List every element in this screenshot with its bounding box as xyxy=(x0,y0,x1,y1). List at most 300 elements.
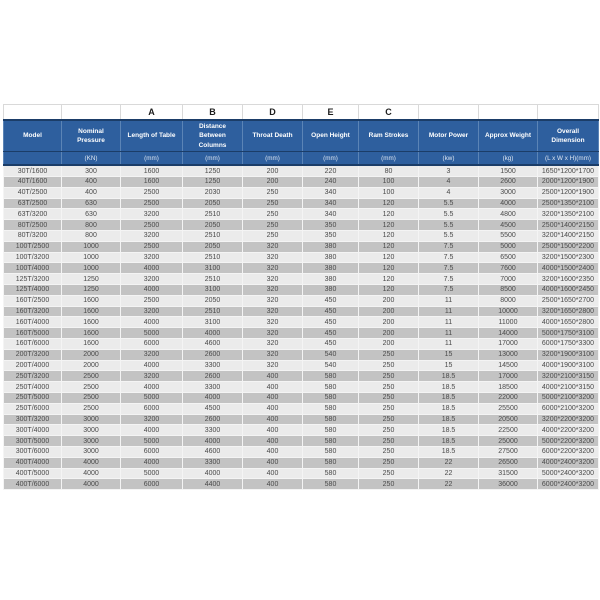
value-cell: 2500*1650*2700 xyxy=(538,295,599,306)
value-cell: 22500 xyxy=(479,425,538,436)
model-cell: 125T/4000 xyxy=(4,285,62,296)
value-cell: 18.5 xyxy=(419,403,479,414)
value-cell: 2500 xyxy=(121,241,183,252)
value-cell: 5000*1750*3100 xyxy=(538,328,599,339)
model-cell: 300T/3200 xyxy=(4,414,62,425)
value-cell: 1000 xyxy=(62,241,121,252)
value-cell: 4 xyxy=(419,187,479,198)
value-cell: 250 xyxy=(243,209,303,220)
value-cell: 250 xyxy=(359,371,419,382)
unit-cell-kn: (KN) xyxy=(62,152,121,166)
model-cell: 300T/4000 xyxy=(4,425,62,436)
value-cell: 17000 xyxy=(479,371,538,382)
value-cell: 22 xyxy=(419,468,479,479)
table-row xyxy=(4,263,599,274)
value-cell: 4800 xyxy=(479,209,538,220)
value-cell: 2510 xyxy=(183,252,243,263)
letter-cell-e: E xyxy=(303,105,359,121)
value-cell: 320 xyxy=(243,306,303,317)
value-cell: 120 xyxy=(359,231,419,242)
value-cell: 14000 xyxy=(479,328,538,339)
value-cell: 400 xyxy=(243,403,303,414)
value-cell: 250 xyxy=(359,479,419,490)
value-cell: 15 xyxy=(419,349,479,360)
value-cell: 450 xyxy=(303,317,359,328)
value-cell: 250 xyxy=(243,220,303,231)
value-cell: 250 xyxy=(359,446,419,457)
value-cell: 4000*1900*3100 xyxy=(538,360,599,371)
value-cell: 18.5 xyxy=(419,425,479,436)
value-cell: 200 xyxy=(243,177,303,188)
value-cell: 240 xyxy=(303,177,359,188)
model-cell: 300T/6000 xyxy=(4,446,62,457)
value-cell: 250 xyxy=(359,393,419,404)
col-header-distance-between-columns: Distance Between Columns xyxy=(183,120,243,152)
value-cell: 3200 xyxy=(121,371,183,382)
value-cell: 800 xyxy=(62,231,121,242)
value-cell: 320 xyxy=(243,349,303,360)
value-cell: 1000 xyxy=(62,252,121,263)
value-cell: 11000 xyxy=(479,317,538,328)
value-cell: 2500 xyxy=(121,295,183,306)
value-cell: 14500 xyxy=(479,360,538,371)
value-cell: 400 xyxy=(243,457,303,468)
value-cell: 2510 xyxy=(183,209,243,220)
value-cell: 4600 xyxy=(183,446,243,457)
unit-cell-kw: (kw) xyxy=(419,152,479,166)
value-cell: 400 xyxy=(243,393,303,404)
value-cell: 3100 xyxy=(183,317,243,328)
value-cell: 27500 xyxy=(479,446,538,457)
unit-cell xyxy=(4,152,62,166)
letter-cell-a: A xyxy=(121,105,183,121)
model-cell: 100T/4000 xyxy=(4,263,62,274)
value-cell: 250 xyxy=(243,231,303,242)
value-cell: 5000 xyxy=(479,241,538,252)
value-cell: 250 xyxy=(359,403,419,414)
value-cell: 4000*2100*3150 xyxy=(538,382,599,393)
table-row xyxy=(4,209,599,220)
model-cell: 80T/2500 xyxy=(4,220,62,231)
press-specification-table xyxy=(3,104,599,490)
value-cell: 4000*1650*2800 xyxy=(538,317,599,328)
value-cell: 3200*1650*2800 xyxy=(538,306,599,317)
value-cell: 250 xyxy=(359,436,419,447)
value-cell: 5.5 xyxy=(419,220,479,231)
value-cell: 6000 xyxy=(121,403,183,414)
value-cell: 450 xyxy=(303,339,359,350)
value-cell: 1250 xyxy=(62,285,121,296)
value-cell: 7.5 xyxy=(419,241,479,252)
value-cell: 18.5 xyxy=(419,371,479,382)
value-cell: 1600 xyxy=(121,165,183,176)
value-cell: 250 xyxy=(359,425,419,436)
value-cell: 2600 xyxy=(479,177,538,188)
model-cell: 250T/4000 xyxy=(4,382,62,393)
value-cell: 300 xyxy=(62,165,121,176)
table-row xyxy=(4,339,599,350)
value-cell: 400 xyxy=(243,479,303,490)
table-row xyxy=(4,241,599,252)
table-row xyxy=(4,274,599,285)
value-cell: 7.5 xyxy=(419,285,479,296)
value-cell: 3200 xyxy=(121,306,183,317)
value-cell: 3200 xyxy=(121,349,183,360)
value-cell: 340 xyxy=(303,198,359,209)
value-cell: 6000*1750*3300 xyxy=(538,339,599,350)
value-cell: 1000 xyxy=(62,263,121,274)
value-cell: 1250 xyxy=(62,274,121,285)
value-cell: 3000 xyxy=(62,425,121,436)
value-cell: 250 xyxy=(359,468,419,479)
value-cell: 4000 xyxy=(62,479,121,490)
unit-cell-mm: (mm) xyxy=(121,152,183,166)
col-header-open-height: Open Height xyxy=(303,120,359,152)
value-cell: 3000 xyxy=(62,436,121,447)
value-cell: 6000 xyxy=(121,479,183,490)
value-cell: 540 xyxy=(303,360,359,371)
value-cell: 4000 xyxy=(183,393,243,404)
value-cell: 380 xyxy=(303,285,359,296)
table-row xyxy=(4,165,599,176)
value-cell: 2050 xyxy=(183,241,243,252)
value-cell: 2510 xyxy=(183,231,243,242)
table-row xyxy=(4,187,599,198)
model-cell: 200T/4000 xyxy=(4,360,62,371)
value-cell: 200 xyxy=(359,295,419,306)
value-cell: 18.5 xyxy=(419,382,479,393)
value-cell: 200 xyxy=(359,339,419,350)
value-cell: 250 xyxy=(359,414,419,425)
value-cell: 400 xyxy=(243,425,303,436)
value-cell: 4500 xyxy=(183,403,243,414)
value-cell: 26500 xyxy=(479,457,538,468)
value-cell: 5000*2100*3200 xyxy=(538,393,599,404)
value-cell: 4000*1600*2450 xyxy=(538,285,599,296)
model-cell: 63T/2500 xyxy=(4,198,62,209)
value-cell: 3200*1600*2350 xyxy=(538,274,599,285)
value-cell: 2500*1200*1900 xyxy=(538,187,599,198)
value-cell: 580 xyxy=(303,446,359,457)
value-cell: 20500 xyxy=(479,414,538,425)
letter-cell-c: C xyxy=(359,105,419,121)
value-cell: 120 xyxy=(359,220,419,231)
value-cell: 4000 xyxy=(121,457,183,468)
value-cell: 2600 xyxy=(183,349,243,360)
model-cell: 100T/3200 xyxy=(4,252,62,263)
value-cell: 3200*1400*2150 xyxy=(538,231,599,242)
value-cell: 320 xyxy=(243,317,303,328)
value-cell: 3200*1900*3100 xyxy=(538,349,599,360)
value-cell: 580 xyxy=(303,414,359,425)
value-cell: 400 xyxy=(243,468,303,479)
value-cell: 320 xyxy=(243,274,303,285)
value-cell: 18.5 xyxy=(419,414,479,425)
value-cell: 400 xyxy=(243,414,303,425)
unit-cell-mm: (mm) xyxy=(303,152,359,166)
value-cell: 380 xyxy=(303,241,359,252)
value-cell: 1250 xyxy=(183,177,243,188)
value-cell: 3000 xyxy=(479,187,538,198)
value-cell: 2000 xyxy=(62,349,121,360)
value-cell: 4000*2400*3200 xyxy=(538,457,599,468)
value-cell: 18.5 xyxy=(419,436,479,447)
value-cell: 580 xyxy=(303,371,359,382)
value-cell: 1650*1200*1700 xyxy=(538,165,599,176)
value-cell: 4400 xyxy=(183,479,243,490)
value-cell: 450 xyxy=(303,295,359,306)
value-cell: 2050 xyxy=(183,295,243,306)
value-cell: 400 xyxy=(62,177,121,188)
letter-cell-d: D xyxy=(243,105,303,121)
value-cell: 320 xyxy=(243,360,303,371)
table-row xyxy=(4,198,599,209)
value-cell: 380 xyxy=(303,252,359,263)
value-cell: 6000 xyxy=(121,339,183,350)
table-row xyxy=(4,285,599,296)
value-cell: 2510 xyxy=(183,306,243,317)
model-cell: 40T/2500 xyxy=(4,187,62,198)
value-cell: 11 xyxy=(419,328,479,339)
model-cell: 160T/3200 xyxy=(4,306,62,317)
value-cell: 5500 xyxy=(479,231,538,242)
value-cell: 630 xyxy=(62,209,121,220)
value-cell: 8000 xyxy=(479,295,538,306)
value-cell: 320 xyxy=(243,295,303,306)
value-cell: 5000 xyxy=(121,393,183,404)
table-row xyxy=(4,436,599,447)
value-cell: 540 xyxy=(303,349,359,360)
value-cell: 2600 xyxy=(183,371,243,382)
table-row xyxy=(4,360,599,371)
model-cell: 40T/1600 xyxy=(4,177,62,188)
table-row xyxy=(4,446,599,457)
model-cell: 250T/6000 xyxy=(4,403,62,414)
value-cell: 7.5 xyxy=(419,252,479,263)
value-cell: 2000*1200*1900 xyxy=(538,177,599,188)
value-cell: 3000 xyxy=(62,414,121,425)
value-cell: 580 xyxy=(303,468,359,479)
value-cell: 3200*1350*2100 xyxy=(538,209,599,220)
col-header-approx-weight: Approx Weight xyxy=(479,120,538,152)
model-cell: 250T/5000 xyxy=(4,393,62,404)
value-cell: 11 xyxy=(419,295,479,306)
value-cell: 22000 xyxy=(479,393,538,404)
value-cell: 5.5 xyxy=(419,209,479,220)
header-row xyxy=(4,120,599,152)
value-cell: 320 xyxy=(243,241,303,252)
value-cell: 11 xyxy=(419,339,479,350)
value-cell: 250 xyxy=(243,198,303,209)
value-cell: 3200*1500*2300 xyxy=(538,252,599,263)
value-cell: 400 xyxy=(243,382,303,393)
value-cell: 31500 xyxy=(479,468,538,479)
value-cell: 2000 xyxy=(62,360,121,371)
value-cell: 7600 xyxy=(479,263,538,274)
value-cell: 220 xyxy=(303,165,359,176)
col-header-length-of-table: Length of Table xyxy=(121,120,183,152)
value-cell: 5000 xyxy=(121,468,183,479)
value-cell: 320 xyxy=(243,328,303,339)
value-cell: 4000*1500*2400 xyxy=(538,263,599,274)
table-row xyxy=(4,393,599,404)
value-cell: 320 xyxy=(243,285,303,296)
value-cell: 580 xyxy=(303,457,359,468)
value-cell: 580 xyxy=(303,382,359,393)
value-cell: 4500 xyxy=(479,220,538,231)
value-cell: 400 xyxy=(62,187,121,198)
value-cell: 580 xyxy=(303,403,359,414)
value-cell: 200 xyxy=(359,306,419,317)
value-cell: 4000*2200*3200 xyxy=(538,425,599,436)
table-row xyxy=(4,295,599,306)
value-cell: 120 xyxy=(359,252,419,263)
table-row xyxy=(4,349,599,360)
value-cell: 6500 xyxy=(479,252,538,263)
value-cell: 80 xyxy=(359,165,419,176)
value-cell: 2050 xyxy=(183,198,243,209)
value-cell: 630 xyxy=(62,198,121,209)
value-cell: 22 xyxy=(419,457,479,468)
model-cell: 200T/3200 xyxy=(4,349,62,360)
value-cell: 2500 xyxy=(121,220,183,231)
value-cell: 4000 xyxy=(183,436,243,447)
table-row xyxy=(4,306,599,317)
value-cell: 4000 xyxy=(183,328,243,339)
table-row xyxy=(4,220,599,231)
value-cell: 2500 xyxy=(62,382,121,393)
col-header-ram-strokes: Ram Strokes xyxy=(359,120,419,152)
model-cell: 400T/6000 xyxy=(4,479,62,490)
table-row xyxy=(4,425,599,436)
model-cell: 63T/3200 xyxy=(4,209,62,220)
model-cell: 100T/2500 xyxy=(4,241,62,252)
value-cell: 3100 xyxy=(183,285,243,296)
table-row xyxy=(4,252,599,263)
letter-cell xyxy=(4,105,62,121)
value-cell: 18500 xyxy=(479,382,538,393)
value-cell: 8500 xyxy=(479,285,538,296)
table-row xyxy=(4,479,599,490)
value-cell: 250 xyxy=(359,360,419,371)
value-cell: 3300 xyxy=(183,360,243,371)
unit-cell-mm: (mm) xyxy=(183,152,243,166)
value-cell: 100 xyxy=(359,177,419,188)
table-row xyxy=(4,468,599,479)
value-cell: 1600 xyxy=(62,317,121,328)
table-row xyxy=(4,231,599,242)
letter-cell-b: B xyxy=(183,105,243,121)
table-body xyxy=(4,165,599,489)
value-cell: 7.5 xyxy=(419,263,479,274)
letter-cell xyxy=(419,105,479,121)
value-cell: 22 xyxy=(419,479,479,490)
value-cell: 36000 xyxy=(479,479,538,490)
value-cell: 7000 xyxy=(479,274,538,285)
value-cell: 2500*1400*2150 xyxy=(538,220,599,231)
value-cell: 4000 xyxy=(121,263,183,274)
model-cell: 160T/5000 xyxy=(4,328,62,339)
value-cell: 200 xyxy=(359,328,419,339)
value-cell: 2500*1500*2200 xyxy=(538,241,599,252)
value-cell: 580 xyxy=(303,425,359,436)
value-cell: 120 xyxy=(359,285,419,296)
value-cell: 3300 xyxy=(183,382,243,393)
value-cell: 3200 xyxy=(121,209,183,220)
value-cell: 3200*2200*3200 xyxy=(538,414,599,425)
table-row xyxy=(4,328,599,339)
model-cell: 400T/4000 xyxy=(4,457,62,468)
value-cell: 18.5 xyxy=(419,446,479,457)
model-cell: 160T/4000 xyxy=(4,317,62,328)
value-cell: 340 xyxy=(303,209,359,220)
value-cell: 4000 xyxy=(121,382,183,393)
value-cell: 1500 xyxy=(479,165,538,176)
value-cell: 2500 xyxy=(121,187,183,198)
value-cell: 4 xyxy=(419,177,479,188)
unit-cell-mm: (mm) xyxy=(359,152,419,166)
model-cell: 300T/5000 xyxy=(4,436,62,447)
value-cell: 4000 xyxy=(121,360,183,371)
value-cell: 17000 xyxy=(479,339,538,350)
value-cell: 6000*2100*3200 xyxy=(538,403,599,414)
col-header-throat-death: Throat Death xyxy=(243,120,303,152)
value-cell: 2500 xyxy=(62,393,121,404)
value-cell: 4000 xyxy=(62,457,121,468)
model-cell: 80T/3200 xyxy=(4,231,62,242)
units-row xyxy=(4,152,599,166)
value-cell: 3200*2100*3150 xyxy=(538,371,599,382)
value-cell: 3200 xyxy=(121,231,183,242)
value-cell: 3 xyxy=(419,165,479,176)
value-cell: 25000 xyxy=(479,436,538,447)
value-cell: 3300 xyxy=(183,425,243,436)
value-cell: 2600 xyxy=(183,414,243,425)
value-cell: 1600 xyxy=(62,295,121,306)
unit-cell-mm: (mm) xyxy=(243,152,303,166)
model-cell: 30T/1600 xyxy=(4,165,62,176)
value-cell: 5.5 xyxy=(419,231,479,242)
value-cell: 13000 xyxy=(479,349,538,360)
value-cell: 4000 xyxy=(62,468,121,479)
value-cell: 2500 xyxy=(62,371,121,382)
dimension-letter-row xyxy=(4,105,599,121)
letter-cell xyxy=(62,105,121,121)
col-header-model: Model xyxy=(4,120,62,152)
value-cell: 3200 xyxy=(121,274,183,285)
value-cell: 320 xyxy=(243,252,303,263)
value-cell: 120 xyxy=(359,198,419,209)
value-cell: 580 xyxy=(303,393,359,404)
value-cell: 6000*2200*3200 xyxy=(538,446,599,457)
value-cell: 2500 xyxy=(62,403,121,414)
value-cell: 5.5 xyxy=(419,198,479,209)
value-cell: 2510 xyxy=(183,274,243,285)
value-cell: 25500 xyxy=(479,403,538,414)
value-cell: 10000 xyxy=(479,306,538,317)
value-cell: 350 xyxy=(303,231,359,242)
value-cell: 200 xyxy=(243,165,303,176)
value-cell: 6000 xyxy=(121,446,183,457)
value-cell: 450 xyxy=(303,306,359,317)
value-cell: 120 xyxy=(359,241,419,252)
value-cell: 400 xyxy=(243,371,303,382)
value-cell: 4000 xyxy=(121,425,183,436)
value-cell: 5000*2200*3200 xyxy=(538,436,599,447)
table-row xyxy=(4,317,599,328)
value-cell: 3200 xyxy=(121,414,183,425)
value-cell: 5000*2400*3200 xyxy=(538,468,599,479)
